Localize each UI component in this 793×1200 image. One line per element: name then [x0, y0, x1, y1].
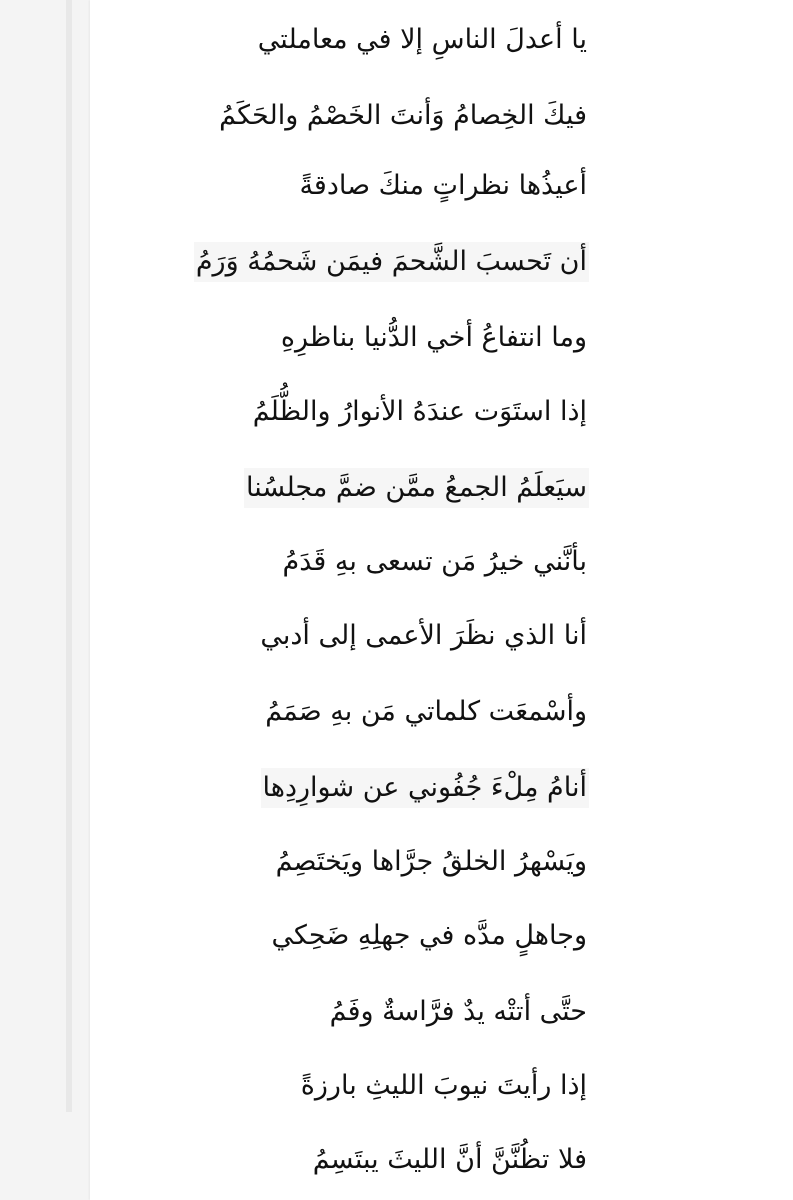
- verse-line-9: أنا الذي نظَرَ الأعمى إلى أدبي: [260, 620, 587, 651]
- verse-line-4: أن تَحسبَ الشَّحمَ فيمَن شَحمُهُ وَرَمُ: [194, 242, 589, 282]
- verse-line-11: أنامُ مِلْءَ جُفُوني عن شوارِدِها: [261, 768, 589, 808]
- verse-line-16: فلا تظُنَّنَّ أنَّ الليثَ يبتَسِمُ: [312, 1144, 587, 1175]
- verse-line-12: ويَسْهرُ الخلقُ جرَّاها ويَختَصِمُ: [275, 846, 587, 877]
- left-margin-bar: [66, 0, 72, 1112]
- verse-line-5: وما انتفاعُ أخي الدُّنيا بناظرِهِ: [280, 322, 587, 353]
- verse-line-8: بأنَّني خيرُ مَن تسعى بهِ قَدَمُ: [282, 546, 587, 577]
- verse-line-15: إذا رأيتَ نيوبَ الليثِ بارزةً: [300, 1070, 587, 1101]
- verse-line-1: يا أعدلَ الناسِ إلا في معاملتي: [257, 24, 587, 55]
- verse-line-7: سيَعلَمُ الجمعُ ممَّن ضمَّ مجلسُنا: [244, 468, 589, 508]
- verse-line-13: وجاهلٍ مدَّه في جهلِهِ ضَحِكي: [271, 920, 587, 951]
- document-page: [90, 0, 793, 1200]
- poem: [90, 0, 793, 1200]
- verse-line-10: وأسْمعَت كلماتي مَن بهِ صَمَمُ: [265, 696, 587, 727]
- verse-line-14: حتَّى أتتْه يدٌ فرَّاسةٌ وفَمُ: [329, 996, 587, 1027]
- verse-line-3: أعيذُها نظراتٍ منكَ صادقةً: [299, 170, 587, 201]
- verse-line-2: فيكَ الخِصامُ وَأنتَ الخَصْمُ والحَكَمُ: [219, 100, 587, 131]
- verse-line-6: إذا استَوَت عندَهُ الأنوارُ والظُّلَمُ: [252, 396, 587, 427]
